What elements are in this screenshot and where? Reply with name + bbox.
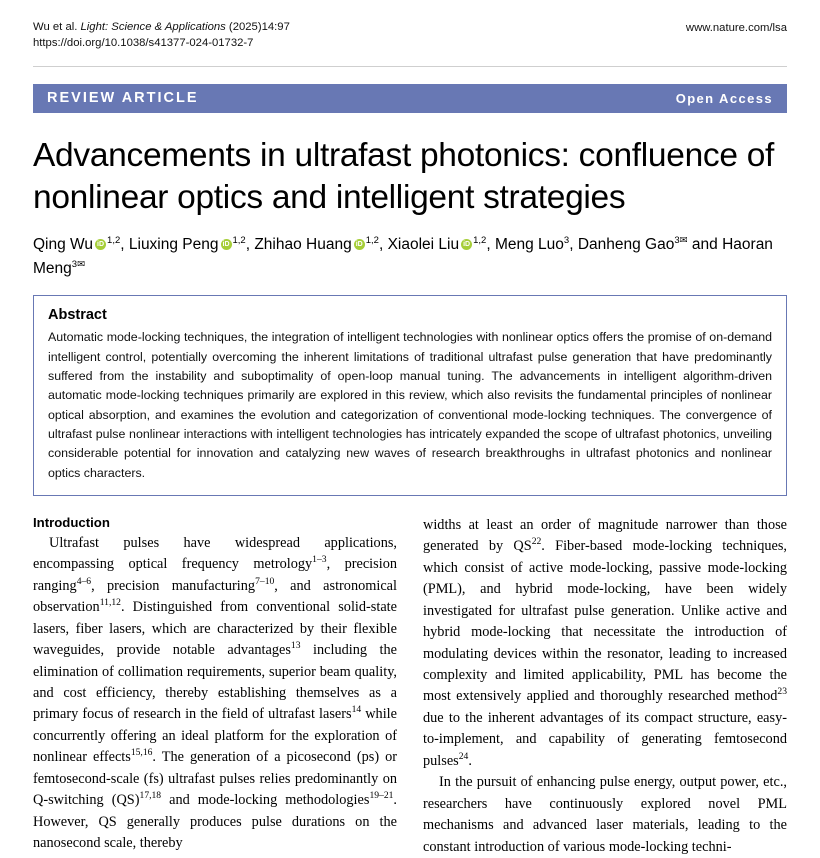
author-name[interactable]: Xiaolei Liu [387, 236, 460, 254]
orcid-icon[interactable] [221, 239, 232, 250]
journal-name: Light: Science & Applications [80, 21, 226, 33]
column-left [33, 515, 397, 858]
open-access-label: Open Access [675, 90, 773, 106]
corresponding-author-envelope-icon[interactable]: ✉ [77, 259, 86, 271]
corresponding-author-envelope-icon[interactable]: ✉ [679, 235, 688, 246]
section-heading-introduction: Introduction [33, 514, 110, 530]
column-right [423, 515, 787, 858]
author-name[interactable]: Qing Wu [33, 236, 94, 254]
abstract-box [33, 295, 787, 496]
author-name[interactable]: Meng Luo [494, 236, 564, 254]
author-name[interactable]: Danheng Gao [577, 236, 675, 254]
intro-paragraph-right-1: widths at least an order of magnitude narrower than those generated by QS$^{22}$. Fiber-based mode-locking techniques, which consist of active mode-locking, passive mode-locking (PML), and hybrid mode-locking, have been widely investigated for ultrafast pulse generation. Unlike active and hybrid mode-locking that necessitate the introduction of modulating devices within the resonator, leading to increased complexity and limited applicability, PML has become the most extensively applied and thoroughly researched method$^{23}$ due to the inherent advantages of its compact structure, easy-to-implement, and capability of generating femtosecond pulses$^{24}$. [423, 516, 787, 769]
affiliation-marker: 1,2 [365, 235, 379, 246]
affiliation-marker: 1,2 [107, 235, 121, 246]
author-name[interactable]: Haoran Meng [33, 236, 773, 278]
article-type-banner [33, 84, 787, 113]
abstract-heading: Abstract [48, 307, 107, 324]
orcid-icon[interactable] [354, 239, 365, 250]
citation-suffix: (2025)14:97 [225, 21, 290, 33]
affiliation-marker: 1,2 [473, 235, 487, 246]
orcid-icon[interactable] [95, 239, 106, 250]
orcid-icon[interactable] [461, 239, 472, 250]
abstract-text: Automatic mode-locking techniques, the integration of intelligent technologies with nonlinear optics offers the promise of on-demand intelligent control, potentially overcoming the inherent limitations of traditional ultrafast pulse generation that have predominantly suffered from the instability and suboptimality of open-loop manual tuning. The advancements in intelligent algorithm-driven automatic mode-locking techniques primarily are explored in this review, which also revisits the fundamental principles of nonlinear optical absorption, and examines the evolution and categorization of conventional mode-locking techniques. The convergence of ultrafast pulse nonlinear interactions with intelligent technologies has intricately expanded the scope of ultrafast photonics, unveiling considerable potential for innovation and catalyzing new waves of research breakthroughs in ultrafast photonics and nonlinear optics characters. [48, 330, 772, 480]
author-name[interactable]: Liuxing Peng [128, 236, 219, 254]
doi-link[interactable]: https://doi.org/10.1038/s41377-024-01732-7 [33, 37, 254, 50]
journal-website-link[interactable]: www.nature.com/lsa [685, 22, 787, 34]
affiliation-marker: 1,2 [232, 235, 246, 246]
intro-paragraph-right-2: In the pursuit of enhancing pulse energy, output power, etc., researchers have continuously explored novel PML mechanisms and advanced laser materials, leading to the constant introduction of various mode-locking techni- [423, 774, 787, 855]
affiliation-marker: 3 [563, 235, 570, 246]
affiliation-marker: 3 [674, 235, 680, 246]
running-head [33, 0, 787, 52]
author-list: Qing Wu iD $^{1,2}$, Liuxing Peng iD $^{1,2}$, Zhihao Huang iD $^{1,2}$, Xiaolei Liu iD $^{1,2}$, Meng Luo$^3$, Danheng Gao$^{3✉}$ and Haoran Meng$^{3✉}$ [33, 233, 787, 281]
page-title: Advancements in ultrafast photonics: confluence of nonlinear optics and intelligent strategies [33, 136, 775, 216]
article-type-label: REVIEW ARTICLE [47, 90, 199, 107]
body-columns [33, 515, 787, 858]
affiliation-marker: 3 [71, 259, 78, 271]
citation-prefix: Wu et al. [33, 21, 81, 33]
citation-line [33, 19, 290, 35]
header-divider [33, 66, 787, 67]
intro-paragraph-left: Ultrafast pulses have widespread applications, encompassing optical frequency metrology$^{1-3}$, precision ranging$^{4-6}$, precision manufacturing$^{7-10}$, and astronomical observation$^{11,12}$. Distinguished from conventional solid-state lasers, fiber lasers, which are characterized by their flexible waveguides, provide notable advantages$^{13}$ including the elimination of collimation requirements, superior beam quality, and cost efficiency, thereby establishing themselves as a primary focus of research in the field of ultrafast lasers$^{14}$ while concurrently offering an ideal platform for the exploration of nonlinear effects$^{15,16}$. The generation of a picosecond (ps) or femtosecond-scale (fs) ultrafast pulses relies predominantly on Q-switching (QS)$^{17,18}$ and mode-locking methodologies$^{19-21}$. However, QS generally produces pulse durations on the nanosecond scale, thereby [33, 534, 397, 852]
citation-block [33, 19, 290, 52]
author-name[interactable]: Zhihao Huang [254, 236, 352, 254]
